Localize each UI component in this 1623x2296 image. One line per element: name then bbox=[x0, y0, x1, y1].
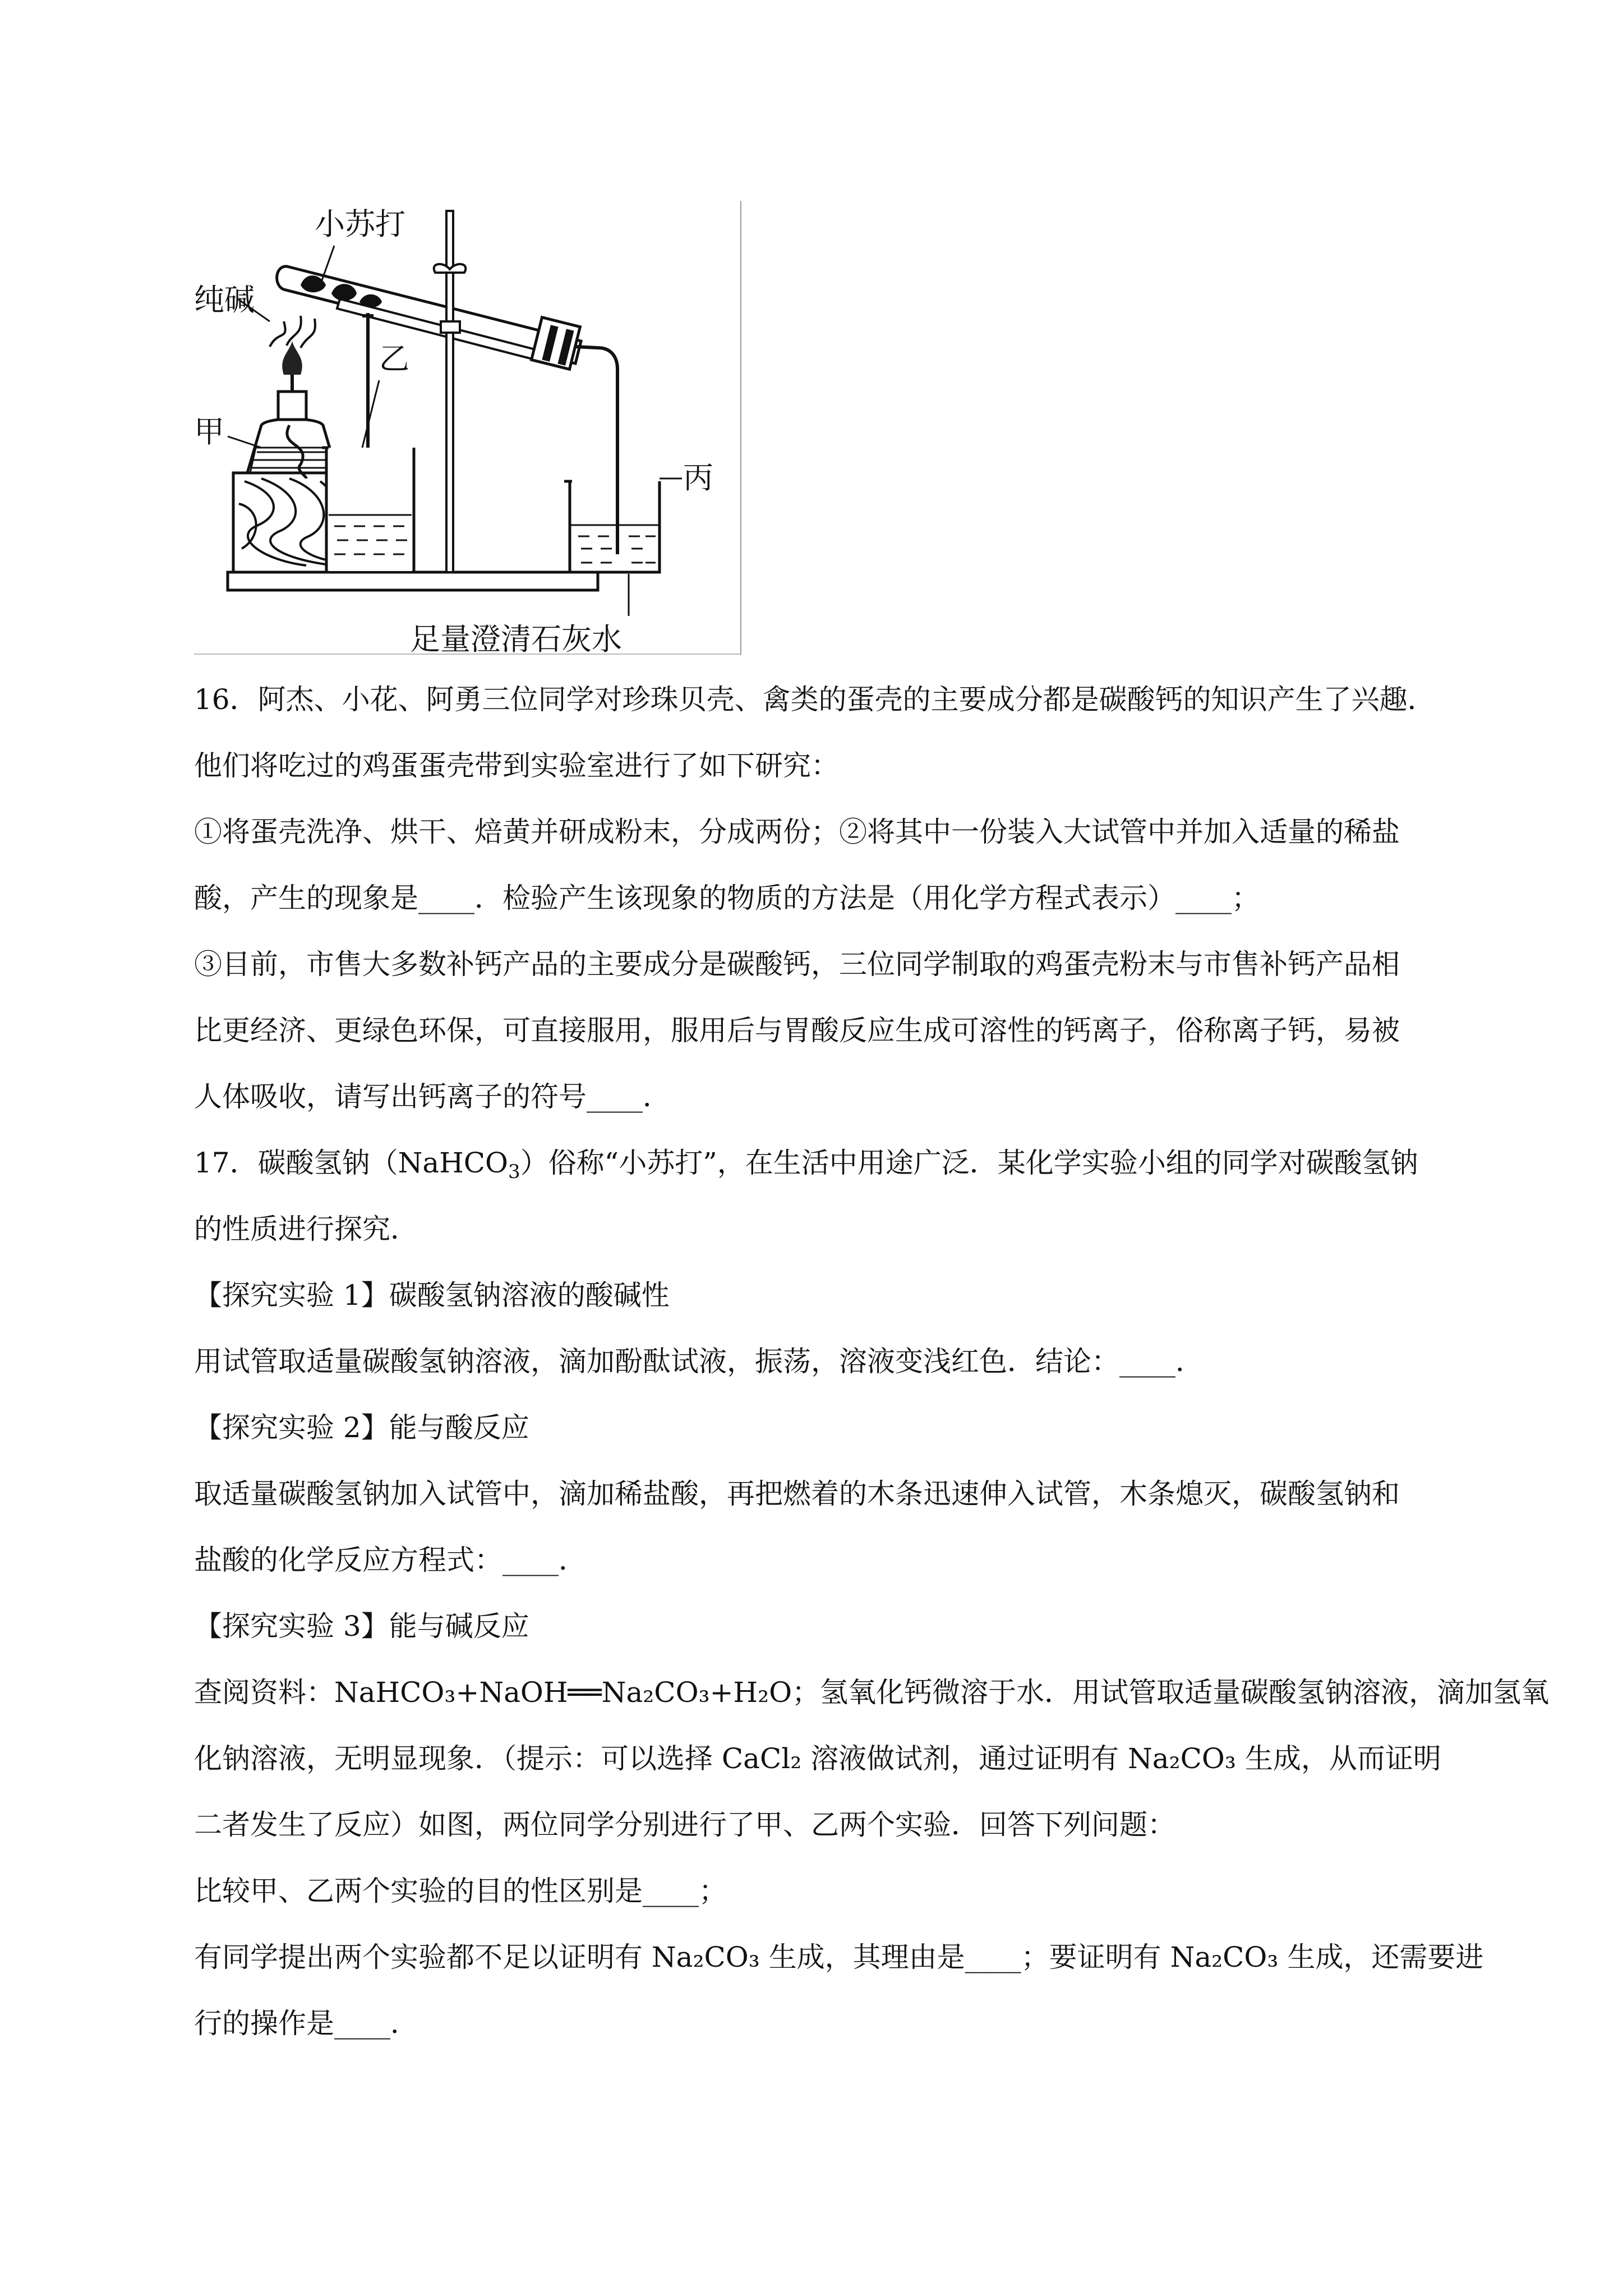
label-limewater: 足量澄清石灰水 bbox=[410, 622, 622, 655]
q17-line-1-subscript: 3 bbox=[508, 1161, 520, 1183]
q17-line-2: 的性质进行探究． bbox=[194, 1213, 418, 1245]
experiment-3-line-5: 有同学提出两个实验都不足以证明有 Na₂CO₃ 生成，其理由是____；要证明有 Na₂CO₃ 生成，还需要进 bbox=[194, 1941, 1484, 1973]
experiment-1-title: 【探究实验 1】碳酸氢钠溶液的酸碱性 bbox=[194, 1279, 670, 1312]
label-chunjian: 纯碱 bbox=[194, 282, 255, 318]
q17-line-1b: ）俗称“小苏打”，在生活中用途广泛．某化学实验小组的同学对碳酸氢钠 bbox=[520, 1147, 1418, 1179]
experiment-3-title: 【探究实验 3】能与碱反应 bbox=[194, 1610, 529, 1642]
experiment-3-line-1: 查阅资料：NaHCO₃+NaOH══Na₂CO₃+H₂O；氢氧化钙微溶于水．用试管取适量碳酸氢钠溶液，滴加氢氧 bbox=[194, 1676, 1550, 1709]
experiment-2-line-2: 盐酸的化学反应方程式：____． bbox=[194, 1544, 587, 1576]
test-tube-assembly bbox=[277, 266, 581, 369]
experiment-2-line-1: 取适量碳酸氢钠加入试管中，滴加稀盐酸，再把燃着的木条迅速伸入试管，木条熄灭，碳酸氢钠和 bbox=[194, 1478, 1400, 1510]
q16-line-6: 比更经济、更绿色环保，可直接服用，服用后与胃酸反应生成可溶性的钙离子，俗称离子钙，易被 bbox=[194, 1014, 1400, 1047]
label-bing: 丙 bbox=[683, 460, 713, 495]
q17-line-1a: 17．碳酸氢钠（NaHCO bbox=[194, 1147, 509, 1179]
q16-line-3: ①将蛋壳洗净、烘干、焙黄并研成粉末，分成两份；②将其中一份装入大试管中并加入适量的稀盐 bbox=[194, 816, 1400, 848]
question-content bbox=[194, 666, 1550, 2056]
experiment-2-title: 【探究实验 2】能与酸反应 bbox=[194, 1411, 529, 1444]
q16-line-1: 16．阿杰、小花、阿勇三位同学对珍珠贝壳、禽类的蛋壳的主要成分都是碳酸钙的知识产生了兴趣． bbox=[194, 683, 1436, 716]
q16-line-2: 他们将吃过的鸡蛋蛋壳带到实验室进行了如下研究： bbox=[194, 749, 839, 782]
label-jia: 甲 bbox=[194, 414, 224, 449]
label-xiaosuda: 小苏打 bbox=[315, 206, 405, 242]
beaker-yi bbox=[322, 448, 414, 572]
q16-line-4: 酸，产生的现象是____．检验产生该现象的物质的方法是（用化学方程式表示）____； bbox=[194, 882, 1260, 914]
experiment-3-line-6: 行的操作是____． bbox=[194, 2007, 418, 2040]
experiment-1-text: 用试管取适量碳酸氢钠溶液，滴加酚酞试液，振荡，溶液变浅红色．结论：____． bbox=[194, 1345, 1204, 1378]
experiment-3-line-4: 比较甲、乙两个实验的目的性区别是____； bbox=[194, 1875, 727, 1907]
q16-line-7: 人体吸收，请写出钙离子的符号____． bbox=[194, 1080, 671, 1113]
alcohol-lamp bbox=[247, 341, 337, 478]
q17-line-1 bbox=[194, 1130, 1439, 1196]
experiment-3-line-2: 化钠溶液，无明显现象．（提示：可以选择 CaCl₂ 溶液做试剂，通过证明有 Na₂CO₃ 生成，从而证明 bbox=[194, 1742, 1441, 1775]
iron-stand bbox=[434, 211, 466, 572]
q16-line-5: ③目前，市售大多数补钙产品的主要成分是碳酸钙，三位同学制取的鸡蛋壳粉末与市售补钙产品相 bbox=[194, 948, 1400, 981]
beaker-bing bbox=[564, 369, 660, 572]
apparatus-figure bbox=[194, 201, 745, 655]
experiment-3-line-3: 二者发生了反应）如图，两位同学分别进行了甲、乙两个实验．回答下列问题： bbox=[194, 1809, 1175, 1841]
apparatus-diagram bbox=[194, 201, 745, 655]
stand-base bbox=[228, 572, 598, 590]
label-yi: 乙 bbox=[379, 341, 409, 376]
